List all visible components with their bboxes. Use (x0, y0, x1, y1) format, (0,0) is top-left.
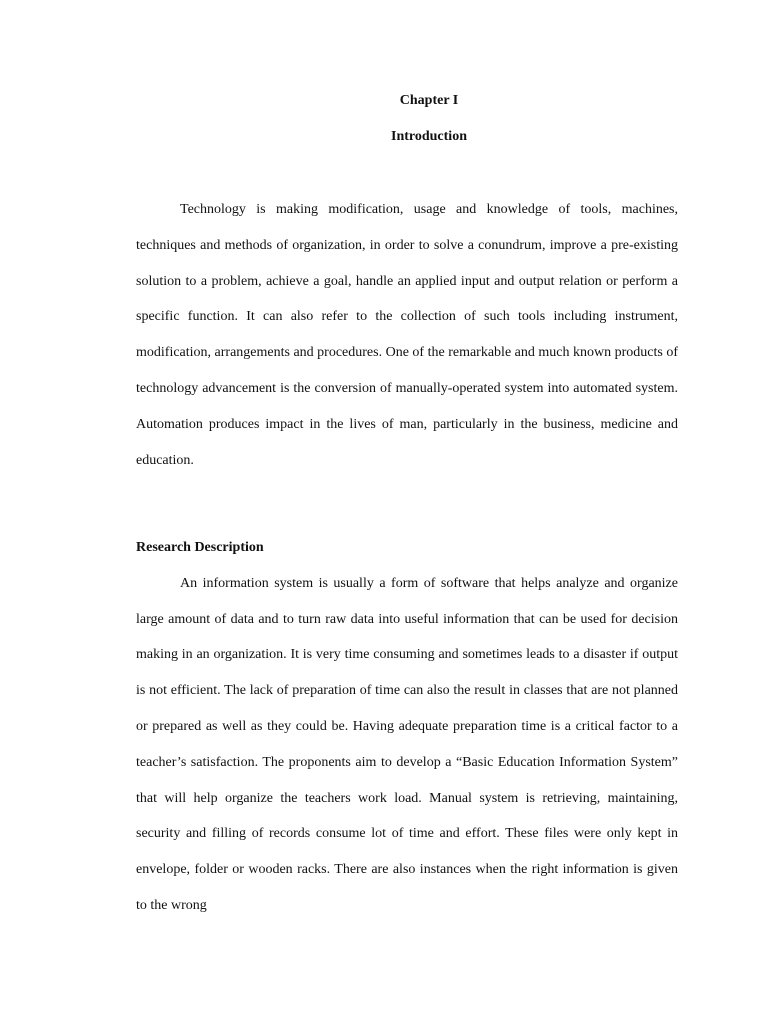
chapter-label: Chapter I (399, 93, 459, 108)
research-description-section (136, 530, 678, 924)
research-paragraph: An information system is usually a form of software that helps analyze and organize large amount of data and to turn raw data into useful information that can be used for decision making in an organization. It is very time consuming and sometimes leads to a disaster if output is not efficient. The lack of preparation of time can also the result in classes that are not planned or prepared as well as they could be. Having adequate preparation time is a critical factor to a teacher’s satisfaction. The proponents aim to develop a “Basic Education Information System” that will help organize the teachers work load. Manual system is retrieving, maintaining, security and filling of records consume lot of time and effort. These files were only kept in envelope, folder or wooden racks. There are also instances when the right information is given to the wrong (136, 575, 678, 913)
section-heading: Research Description (136, 540, 264, 555)
chapter-title: Introduction (391, 129, 467, 144)
introduction-section (136, 192, 678, 478)
intro-paragraph: Technology is making modification, usage and knowledge of tools, machines, techniques and methods of organization, in order to solve a conundrum, improve a pre-existing solution to a problem, achieve a goal, handle an applied input and output relation or perform a specific function. It can also refer to the collection of such tools including instrument, modification, arrangements and procedures. One of the remarkable and much known products of technology advancement is the conversion of manually-operated system into automated system. Automation produces impact in the lives of man, particularly in the business, medicine and education. (136, 202, 678, 468)
